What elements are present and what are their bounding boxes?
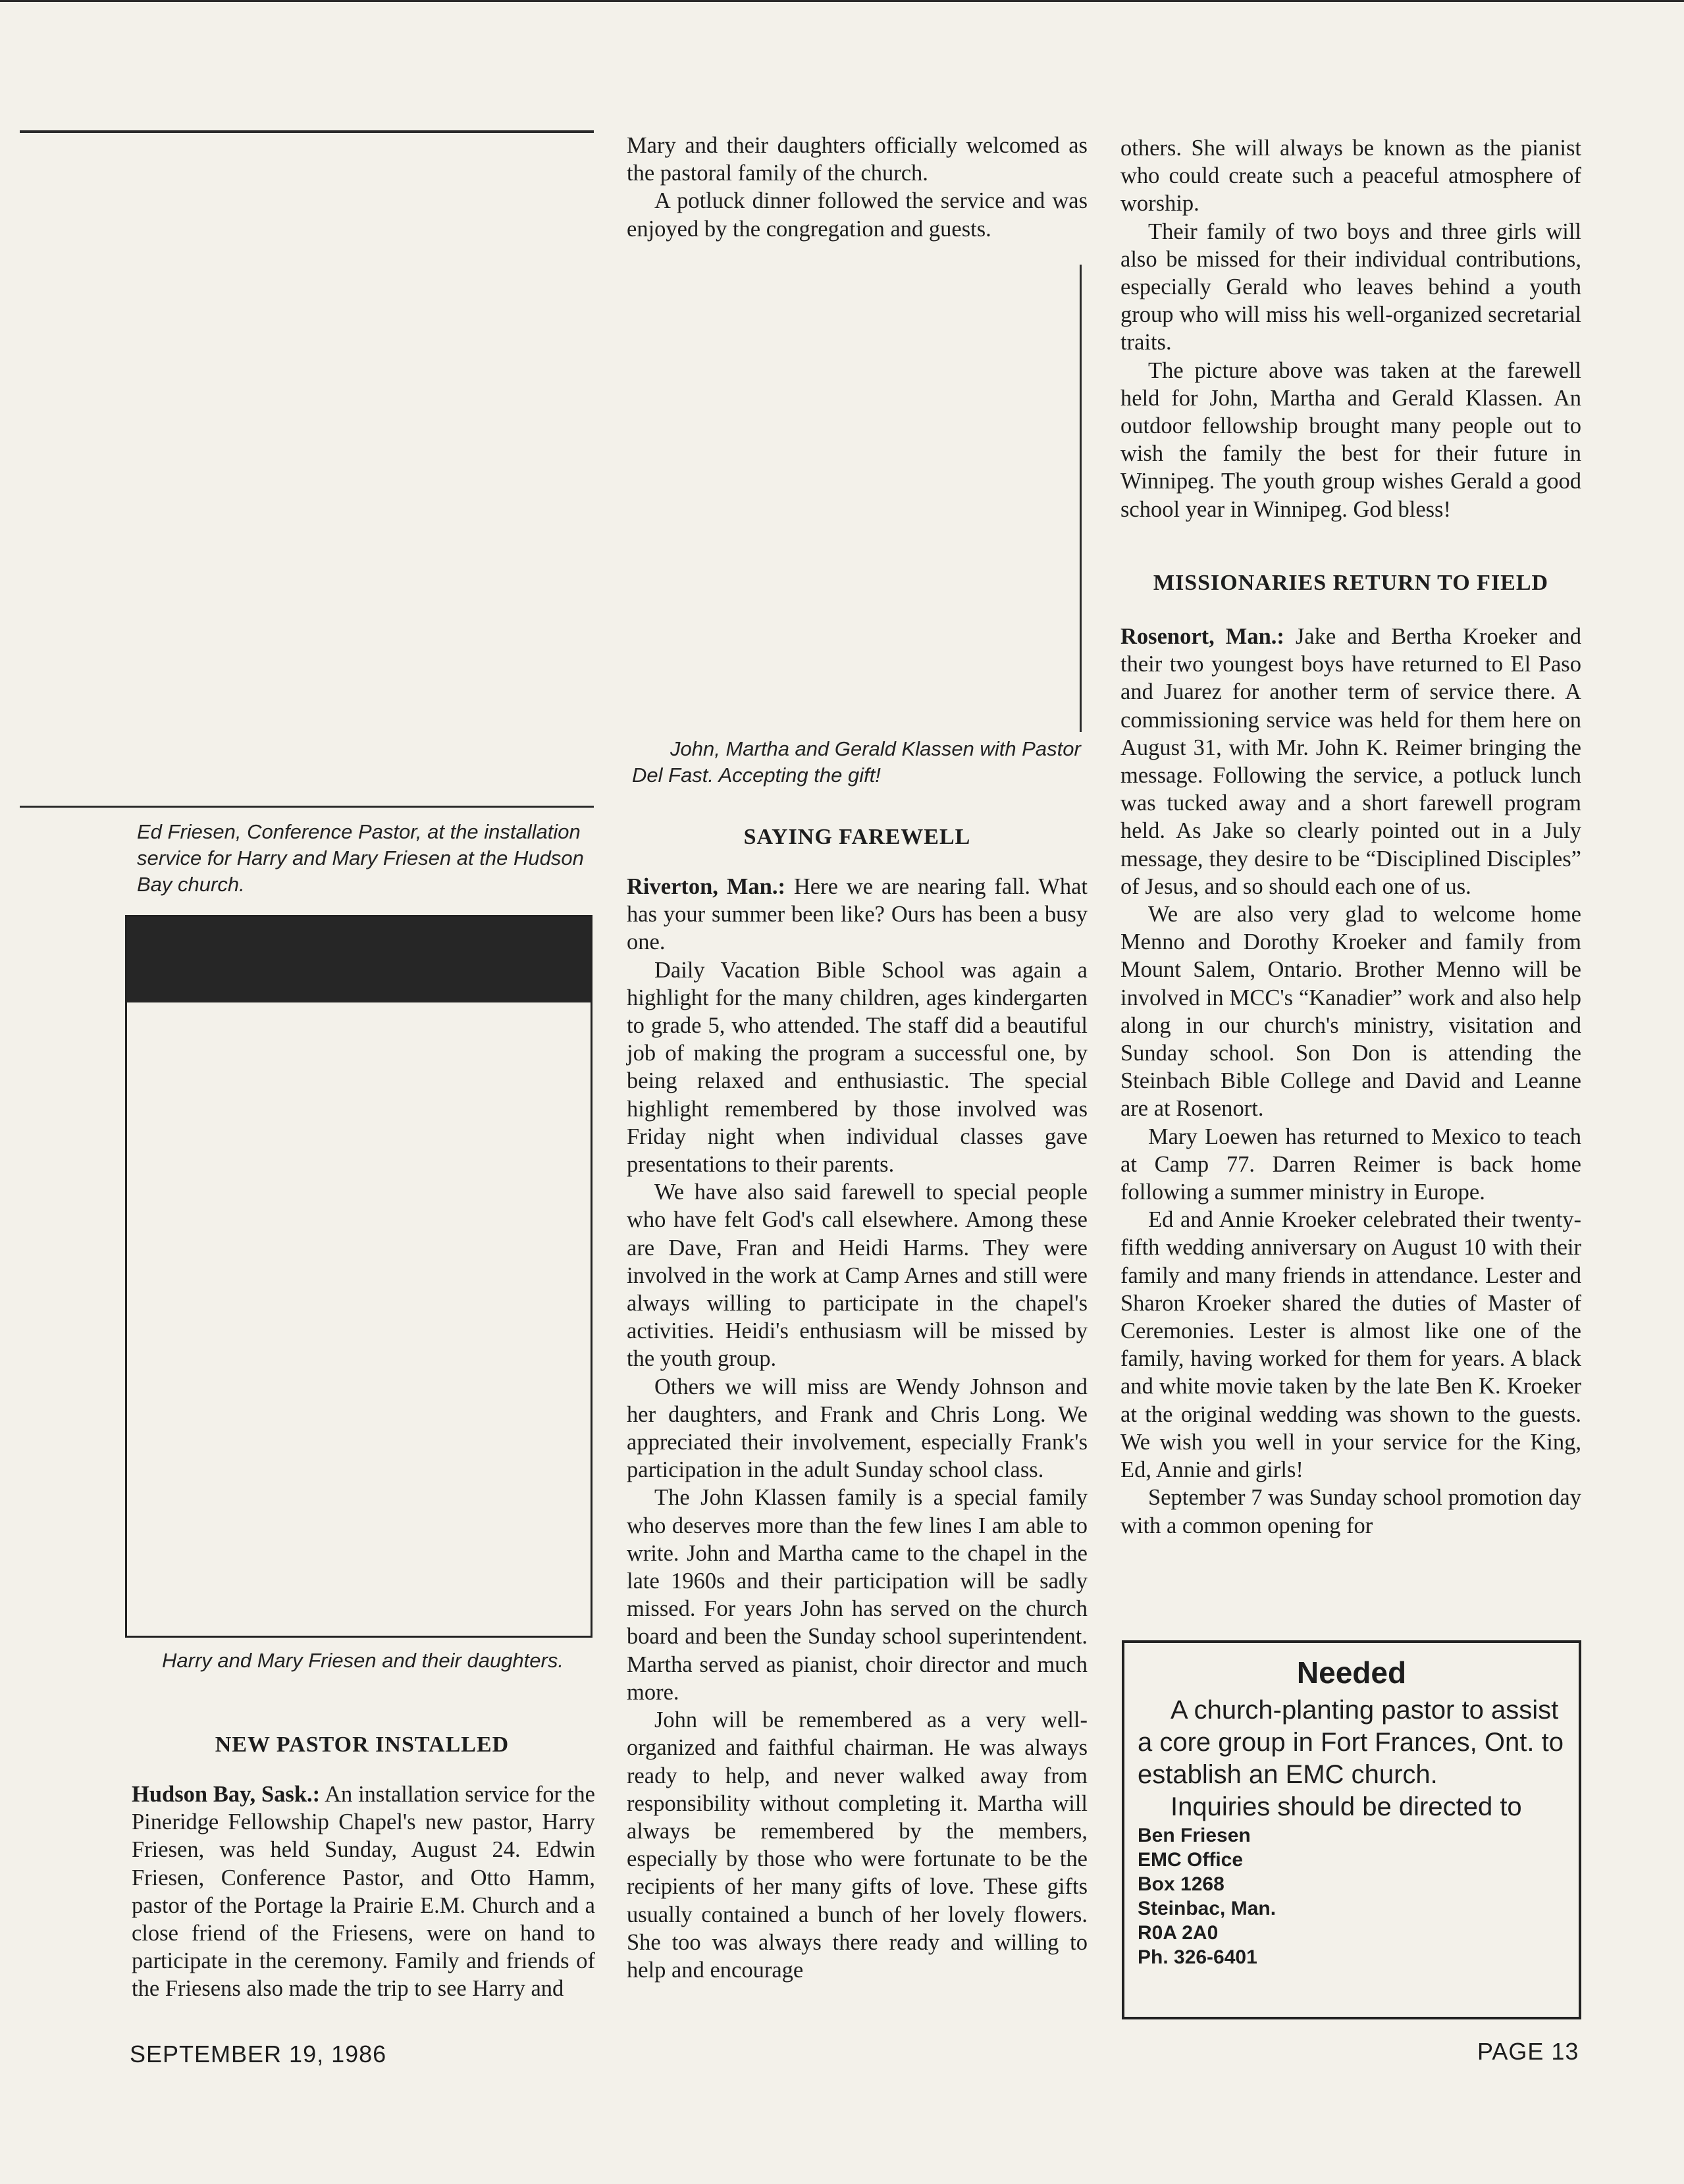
middle-photo-rule <box>1080 265 1082 732</box>
farewell-p4: Others we will miss are Wendy Johnson and her daughters, and Frank and Chris Long. We appreciated their involvement, especially Frank's participation in the adult Sunday school class. <box>627 1374 1088 1483</box>
ad-body: A church-planting pastor to assist a core group in Fort Frances, Ont. to establish an EMC church. <box>1138 1696 1564 1789</box>
article-farewell <box>627 873 1088 1984</box>
missionaries-p3: Mary Loewen has returned to Mexico to teach at Camp 77. Darren Reimer is back home following a summer ministry in Europe. <box>1120 1124 1581 1205</box>
missionaries-p4: Ed and Annie Kroeker celebrated their twenty-fifth wedding anniversary on August 10 with their family and many friends in attendance. Lester and Sharon Kroeker shared the duties of Master of Ceremonies. Lester is almost like one of the family, having worked for them for years. A black and white movie taken by the late Ben K. Kroeker at the original wedding was shown to the guests. We wish you well in your service for the King, Ed, Annie and girls! <box>1120 1207 1581 1483</box>
footer-page-number: PAGE 13 <box>1477 2038 1579 2065</box>
ad-address-line: Steinbac, Man. <box>1138 1898 1276 1919</box>
top-edge-rule <box>0 0 1684 2</box>
ad-address-line: R0A 2A0 <box>1138 1922 1219 1944</box>
caption-ed-friesen: Ed Friesen, Conference Pastor, at the installation service for Harry and Mary Friesen at the Hudson Bay church. <box>137 820 584 896</box>
missionaries-p1: Jake and Bertha Kroeker and their two youngest boys have returned to El Paso and Juarez for another term of service there. A commissioning service was held for them here on August 31, with Mr. John K. Reimer bringing the message. Following the service, a potluck lunch was tucked away and a short farewell program held. As Jake so clearly pointed out in a July message, they desire to be “Disciplined Disciples” of Jesus, and so should each one of us. <box>1120 624 1582 899</box>
article-new-pastor-left <box>132 1781 595 2003</box>
ad-address-line: EMC Office <box>1138 1849 1244 1871</box>
article-new-pastor-cont <box>627 132 1088 243</box>
farewell-p6-cont: others. She will always be known as the pianist who could create such a peaceful atmosphere of worship. <box>1120 136 1581 217</box>
heading-missionaries: MISSIONARIES RETURN TO FIELD <box>1153 571 1549 595</box>
new-pastor-p1: An installation service for the Pineridge Fellowship Chapel's new pastor, Harry Friesen, was held Sunday, August 24. Edwin Friesen, Conference Pastor, and Otto Hamm, pastor of the Portage la Prairie E.M. Church and a close friend of the Friesens, were on hand to participate in the ceremony. Family and friends of the Friesens also made the trip to see Harry and <box>132 1782 595 2002</box>
dateline-riverton: Riverton, Man.: <box>627 874 785 899</box>
farewell-p8: The picture above was taken at the farewell held for John, Martha and Gerald Klassen. An outdoor fellowship brought many people out to wish the family the best for their future in Winnipeg. The youth group wishes Gerald a good school year in Winnipeg. God bless! <box>1120 357 1581 522</box>
missionaries-p5: September 7 was Sunday school promotion day with a common opening for <box>1120 1485 1581 1538</box>
footer-date: SEPTEMBER 19, 1986 <box>130 2041 387 2067</box>
ad-address-line: Ph. 326-6401 <box>1138 1946 1257 1968</box>
article-missionaries <box>1120 623 1581 1540</box>
farewell-p7: Their family of two boys and three girls will also be missed for their individual contributions, especially Gerald who leaves behind a youth group who will miss his well-organized secretarial traits. <box>1120 219 1581 355</box>
heading-new-pastor: NEW PASTOR INSTALLED <box>215 1732 510 1757</box>
article-farewell-cont <box>1120 134 1581 523</box>
ad-address-line: Ben Friesen <box>1138 1825 1251 1846</box>
new-pastor-p2: A potluck dinner followed the service and was enjoyed by the congregation and guests. <box>627 188 1088 242</box>
new-pastor-p1-cont: Mary and their daughters officially welcomed as the pastoral family of the church. <box>627 133 1088 186</box>
farewell-p2: Daily Vacation Bible School was again a highlight for the many children, ages kindergarten to grade 5, who attended. The staff did a beautiful job of making the program a successful one, by being relaxed and enthusiastic. The special highlight remembered by those involved was Friday night when individual classes gave presentations to their parents. <box>627 957 1088 1178</box>
dateline-hudson-bay: Hudson Bay, Sask.: <box>132 1782 321 1807</box>
ad-address-line: Box 1268 <box>1138 1873 1224 1895</box>
farewell-p1: Here we are nearing fall. What has your summer been like? Ours has been a busy one. <box>627 874 1088 955</box>
photo-dark-strip <box>127 917 591 1002</box>
farewell-p6: John will be remembered as a very well-organized and faithful chairman. He was always ready to help, and never walked away from responsibility without completing it. Martha will always be remembered by the members, especially by those who were fortunate to be the recipients of her many gifts of love. These gifts usually contained a bunch of her lovely flowers. She too was always there ready and willing to help and encourage <box>627 1707 1088 1983</box>
ad-box-needed <box>1122 1640 1581 2019</box>
dateline-rosenort: Rosenort, Man.: <box>1120 624 1284 649</box>
caption-klassen: John, Martha and Gerald Klassen with Pastor Del Fast. Accepting the gift! <box>632 737 1081 787</box>
photo-top-rule <box>20 130 594 133</box>
photo-bottom-rule <box>20 806 594 808</box>
ad-title: Needed <box>1296 1655 1407 1690</box>
farewell-p3: We have also said farewell to special people who have felt God's call elsewhere. Among these are Dave, Fran and Heidi Harms. They were involved in the work at Camp Arnes and still were always willing to participate in the chapel's activities. Heidi's enthusiasm will be missed by the youth group. <box>627 1180 1088 1372</box>
missionaries-p2: We are also very glad to welcome home Menno and Dorothy Kroeker and family from Mount Salem, Ontario. Brother Menno will be involved in MCC's “Kanadier” work and also help along in our church's ministry, visitation and Sunday school. Son Don is attending the Steinbach Bible College and David and Leanne are at Rosenort. <box>1120 902 1581 1122</box>
ad-inquiries: Inquiries should be directed to <box>1171 1792 1522 1821</box>
caption-harry-mary: Harry and Mary Friesen and their daughters. <box>162 1649 564 1672</box>
heading-saying-farewell: SAYING FAREWELL <box>743 825 971 849</box>
photo-harry-mary-friesen <box>125 915 592 1638</box>
farewell-p5: The John Klassen family is a special family who deserves more than the few lines I am able to write. John and Martha came to the chapel in the late 1960s and their participation will be sadly missed. For years John has served on the church board and been the Sunday school superintendent. Martha served as pianist, choir director and much more. <box>627 1485 1088 1705</box>
